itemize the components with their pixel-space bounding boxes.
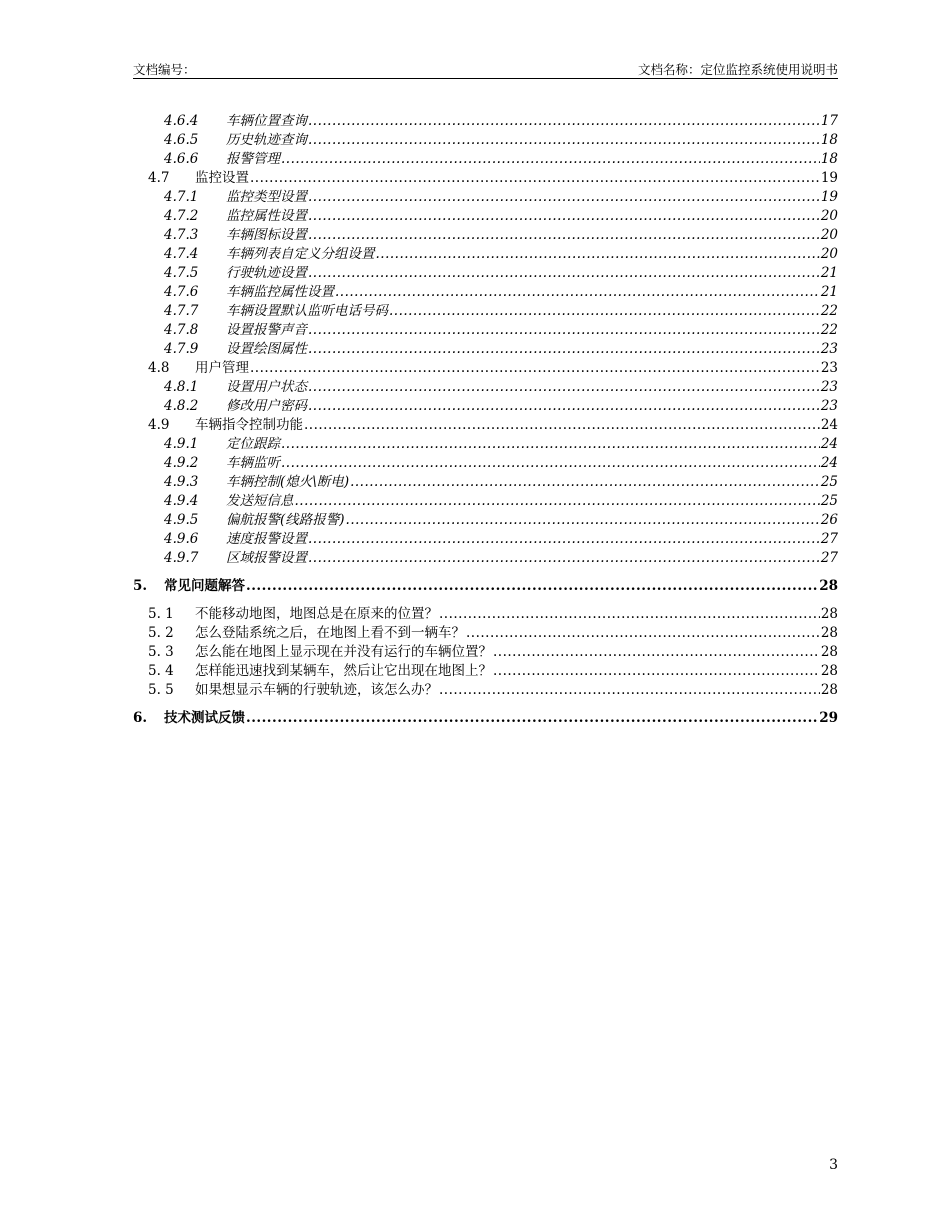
toc-entry-page: 28 <box>819 578 838 594</box>
toc-entry[interactable] <box>133 643 838 662</box>
toc-entry-page: 28 <box>820 682 838 698</box>
toc-entry-title: 车辆监听 <box>226 455 280 471</box>
toc-entry-title: 怎么登陆系统之后，在地图上看不到一辆车？ <box>195 625 465 641</box>
toc-entry[interactable] <box>133 397 838 416</box>
toc-entry[interactable] <box>133 207 838 226</box>
toc-entry-page: 23 <box>820 379 838 395</box>
toc-entry-page: 18 <box>820 151 838 167</box>
toc-entry[interactable] <box>133 340 838 359</box>
toc-entry-number: 4.9.1 <box>164 436 199 452</box>
toc-entry[interactable] <box>133 549 838 568</box>
toc-entry-page: 26 <box>820 512 838 528</box>
toc-entry[interactable] <box>133 662 838 681</box>
toc-entry[interactable] <box>133 681 838 700</box>
toc-entry-number: 6. <box>133 710 148 726</box>
toc-entry[interactable] <box>133 577 838 596</box>
toc-dot-leader <box>281 435 820 454</box>
toc-entry-title: 不能移动地图，地图总是在原来的位置？ <box>195 606 438 622</box>
toc-entry-page: 27 <box>820 550 838 566</box>
toc-entry[interactable] <box>133 169 838 188</box>
document-name-label: 文档名称：定位监控系统使用说明书 <box>637 62 838 77</box>
toc-entry[interactable] <box>133 112 838 131</box>
toc-entry-title: 设置绘图属性 <box>226 341 307 357</box>
toc-entry-number: 5. 5 <box>148 682 174 698</box>
page-header <box>133 60 838 79</box>
toc-dot-leader <box>308 549 820 568</box>
toc-entry-number: 5. 1 <box>148 606 174 622</box>
toc-entry-page: 20 <box>820 208 838 224</box>
toc-dot-leader <box>308 264 820 283</box>
toc-entry-number: 4.8 <box>148 360 170 376</box>
toc-entry-page: 19 <box>820 170 838 186</box>
toc-entry-page: 19 <box>820 189 838 205</box>
toc-entry-page: 20 <box>820 246 838 262</box>
toc-entry-page: 22 <box>820 303 838 319</box>
toc-entry-number: 4.9.3 <box>164 474 199 490</box>
toc-entry-title: 车辆图标设置 <box>226 227 307 243</box>
toc-entry-number: 4.9.5 <box>164 512 199 528</box>
toc-dot-leader <box>308 321 820 340</box>
toc-entry-title: 车辆控制(熄火\断电) <box>226 474 350 490</box>
toc-dot-leader <box>346 511 820 530</box>
toc-entry-number: 4.7.7 <box>164 303 199 319</box>
toc-entry-page: 18 <box>820 132 838 148</box>
toc-dot-leader <box>308 530 820 549</box>
document-number-label: 文档编号： <box>133 62 196 77</box>
toc-entry-page: 29 <box>819 710 838 726</box>
toc-entry-number: 4.7.6 <box>164 284 199 300</box>
toc-entry-page: 23 <box>820 341 838 357</box>
toc-entry-page: 28 <box>820 606 838 622</box>
toc-entry-title: 监控类型设置 <box>226 189 307 205</box>
toc-entry-title: 监控属性设置 <box>226 208 307 224</box>
toc-entry-title: 车辆列表自定义分组设置 <box>226 246 375 262</box>
toc-entry-title: 修改用户密码 <box>226 398 307 414</box>
toc-entry-title: 发送短信息 <box>226 493 294 509</box>
toc-dot-leader <box>281 150 820 169</box>
toc-entry[interactable] <box>133 264 838 283</box>
toc-entry-number: 4.8.2 <box>164 398 199 414</box>
toc-entry-number: 4.9 <box>148 417 170 433</box>
toc-dot-leader <box>439 681 820 700</box>
toc-entry-title: 速度报警设置 <box>226 531 307 547</box>
toc-entry-number: 4.7.2 <box>164 208 199 224</box>
toc-dot-leader <box>281 454 820 473</box>
toc-entry-number: 4.9.7 <box>164 550 199 566</box>
toc-dot-leader <box>308 131 820 150</box>
toc-entry-title: 怎样能迅速找到某辆车，然后让它出现在地图上？ <box>195 663 492 679</box>
toc-entry[interactable] <box>133 359 838 378</box>
toc-entry-number: 4.7.4 <box>164 246 199 262</box>
toc-entry[interactable] <box>133 302 838 321</box>
toc-dot-leader <box>304 416 820 435</box>
toc-dot-leader <box>466 624 820 643</box>
toc-entry-number: 4.7.1 <box>164 189 199 205</box>
toc-entry-title: 区域报警设置 <box>226 550 307 566</box>
toc-entry[interactable] <box>133 492 838 511</box>
toc-entry-title: 设置报警声音 <box>226 322 307 338</box>
toc-entry[interactable] <box>133 709 838 728</box>
toc-entry-page: 25 <box>820 474 838 490</box>
toc-entry[interactable] <box>133 131 838 150</box>
toc-entry-title: 车辆位置查询 <box>226 113 307 129</box>
toc-entry[interactable] <box>133 321 838 340</box>
toc-entry-page: 23 <box>820 398 838 414</box>
toc-entry-number: 5. 2 <box>148 625 174 641</box>
toc-entry[interactable] <box>133 416 838 435</box>
toc-entry[interactable] <box>133 150 838 169</box>
toc-dot-leader <box>376 245 820 264</box>
toc-entry-number: 4.7 <box>148 170 170 186</box>
toc-entry-title: 报警管理 <box>226 151 280 167</box>
toc-entry-page: 28 <box>820 644 838 660</box>
toc-entry-page: 24 <box>820 436 838 452</box>
toc-dot-leader <box>493 662 820 681</box>
toc-entry-title: 用户管理 <box>195 360 249 376</box>
toc-entry-page: 24 <box>820 455 838 471</box>
page-number: 3 <box>829 1157 838 1173</box>
toc-entry[interactable] <box>133 245 838 264</box>
toc-entry-number: 4.6.5 <box>164 132 199 148</box>
toc-entry[interactable] <box>133 283 838 302</box>
toc-entry-number: 4.9.4 <box>164 493 199 509</box>
toc-entry-number: 4.9.2 <box>164 455 199 471</box>
toc-entry[interactable] <box>133 511 838 530</box>
toc-entry-number: 4.7.9 <box>164 341 199 357</box>
toc-entry-title: 车辆指令控制功能 <box>195 417 303 433</box>
toc-entry-number: 4.9.6 <box>164 531 199 547</box>
toc-dot-leader <box>308 340 820 359</box>
toc-entry-number: 4.7.3 <box>164 227 199 243</box>
toc-entry[interactable] <box>133 530 838 549</box>
toc-entry-title: 设置用户状态 <box>226 379 307 395</box>
toc-dot-leader <box>246 577 818 596</box>
toc-entry-title: 监控设置 <box>195 170 249 186</box>
toc-dot-leader <box>250 169 820 188</box>
toc-entry[interactable] <box>133 435 838 454</box>
toc-entry-number: 5. 3 <box>148 644 174 660</box>
toc-entry-page: 27 <box>820 531 838 547</box>
toc-entry-number: 4.7.5 <box>164 265 199 281</box>
toc-entry-title: 行驶轨迹设置 <box>226 265 307 281</box>
toc-entry-title: 常见问题解答 <box>164 578 245 594</box>
toc-entry-page: 20 <box>820 227 838 243</box>
toc-entry-title: 偏航报警(线路报警) <box>226 512 345 528</box>
toc-dot-leader <box>308 397 820 416</box>
toc-entry-title: 技术测试反馈 <box>164 710 245 726</box>
toc-dot-leader <box>246 709 818 728</box>
toc-dot-leader <box>308 226 820 245</box>
toc-entry-number: 5. 4 <box>148 663 174 679</box>
toc-entry-page: 25 <box>820 493 838 509</box>
toc-entry-page: 28 <box>820 663 838 679</box>
toc-dot-leader <box>295 492 820 511</box>
toc-dot-leader <box>308 207 820 226</box>
toc-dot-leader <box>335 283 820 302</box>
toc-entry-page: 22 <box>820 322 838 338</box>
toc-dot-leader <box>389 302 820 321</box>
toc-entry-page: 21 <box>820 265 838 281</box>
toc-entry[interactable] <box>133 473 838 492</box>
toc-dot-leader <box>308 188 820 207</box>
toc-entry-number: 4.7.8 <box>164 322 199 338</box>
toc-entry-title: 车辆监控属性设置 <box>226 284 334 300</box>
table-of-contents <box>133 112 838 737</box>
toc-dot-leader <box>308 112 820 131</box>
toc-entry-page: 24 <box>820 417 838 433</box>
toc-entry[interactable] <box>133 226 838 245</box>
toc-entry-number: 4.6.4 <box>164 113 199 129</box>
toc-dot-leader <box>250 359 820 378</box>
toc-entry-title: 定位跟踪 <box>226 436 280 452</box>
toc-dot-leader <box>439 605 820 624</box>
toc-entry-number: 4.8.1 <box>164 379 199 395</box>
toc-entry-title: 车辆设置默认监听电话号码 <box>226 303 388 319</box>
toc-entry-title: 怎么能在地图上显示现在并没有运行的车辆位置？ <box>195 644 492 660</box>
toc-entry-title: 如果想显示车辆的行驶轨迹，该怎么办？ <box>195 682 438 698</box>
toc-entry[interactable] <box>133 378 838 397</box>
toc-dot-leader <box>350 473 820 492</box>
toc-entry-number: 5. <box>133 578 148 594</box>
toc-dot-leader <box>493 643 820 662</box>
toc-entry-page: 17 <box>820 113 838 129</box>
toc-entry-page: 28 <box>820 625 838 641</box>
toc-entry-page: 21 <box>820 284 838 300</box>
toc-entry[interactable] <box>133 454 838 473</box>
toc-entry-number: 4.6.6 <box>164 151 199 167</box>
toc-entry-title: 历史轨迹查询 <box>226 132 307 148</box>
toc-entry[interactable] <box>133 605 838 624</box>
toc-entry[interactable] <box>133 624 838 643</box>
toc-entry[interactable] <box>133 188 838 207</box>
toc-dot-leader <box>308 378 820 397</box>
toc-entry-page: 23 <box>820 360 838 376</box>
